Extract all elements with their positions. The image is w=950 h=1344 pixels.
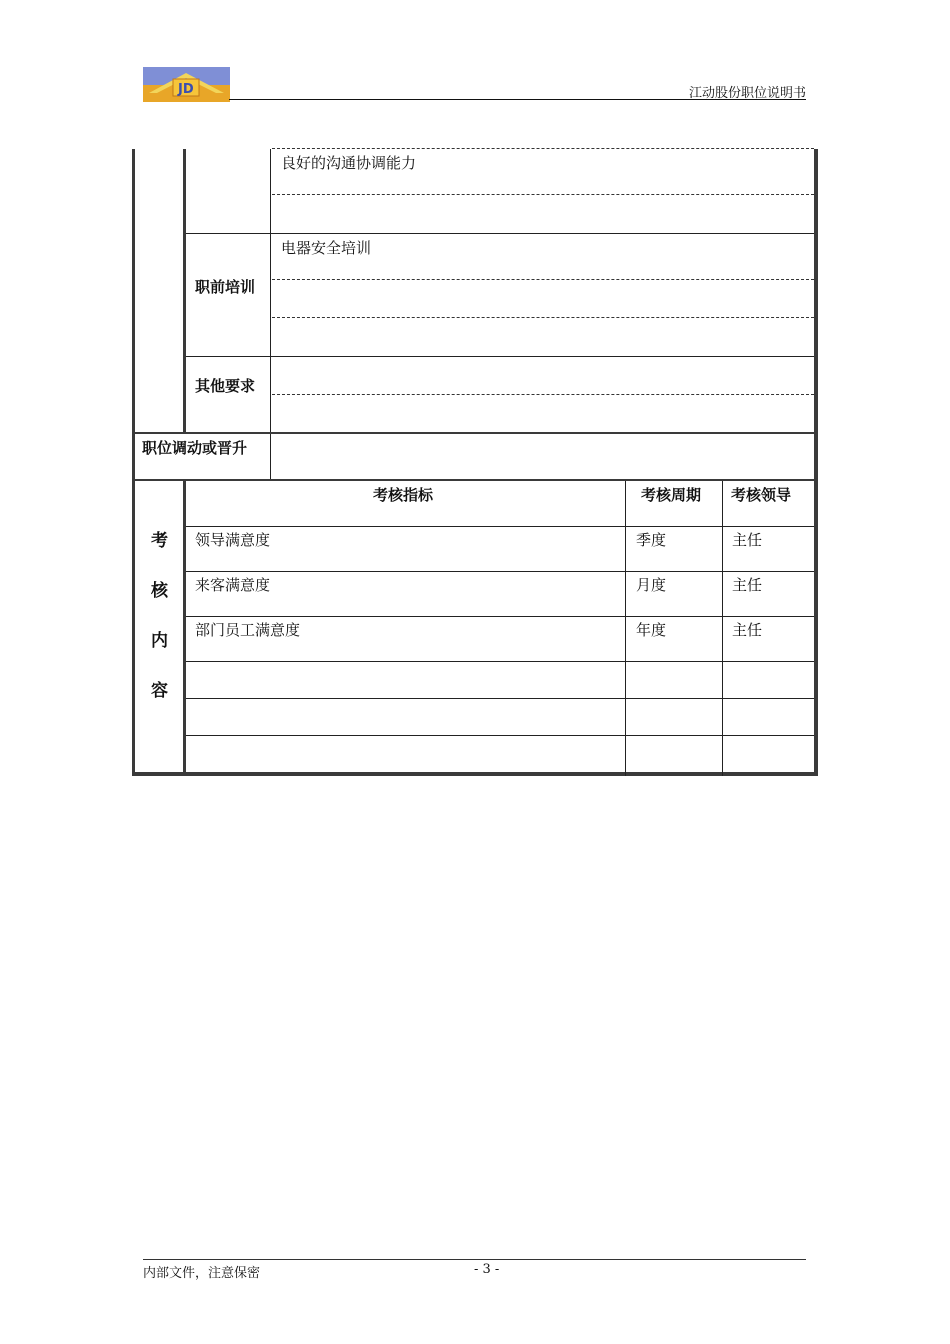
- assessment-char-1: 考: [151, 531, 168, 551]
- svg-text:JD: JD: [178, 82, 194, 97]
- skill-text: 良好的沟通协调能力: [281, 154, 417, 172]
- pre-job-training-value: 电器安全培训: [281, 239, 372, 257]
- col-indicator-header: 考核指标: [373, 486, 434, 504]
- period-cell: 月度: [636, 576, 667, 594]
- col-leader-header: 考核领导: [731, 486, 792, 504]
- indicator-cell: 部门员工满意度: [195, 621, 301, 639]
- period-cell: 季度: [636, 531, 667, 549]
- leader-cell: 主任: [732, 531, 763, 549]
- other-requirements-label: 其他要求: [195, 377, 256, 395]
- assessment-char-3: 内: [151, 631, 168, 651]
- confidential-note: 内部文件，注意保密: [143, 1266, 261, 1281]
- assessment-char-4: 容: [151, 681, 168, 701]
- assessment-char-2: 核: [151, 581, 168, 601]
- pre-job-training-label: 职前培训: [195, 278, 256, 296]
- col-period-header: 考核周期: [641, 486, 702, 504]
- document-title: 江动股份职位说明书: [688, 86, 806, 101]
- page-number: - 3 -: [474, 1262, 500, 1277]
- indicator-cell: 领导满意度: [195, 531, 271, 549]
- leader-cell: 主任: [732, 621, 763, 639]
- indicator-cell: 来客满意度: [195, 576, 271, 594]
- transfer-label: 职位调动或晋升: [142, 439, 248, 457]
- company-logo: [143, 67, 230, 102]
- period-cell: 年度: [636, 621, 667, 639]
- footer-rule: [143, 1259, 806, 1260]
- leader-cell: 主任: [732, 576, 763, 594]
